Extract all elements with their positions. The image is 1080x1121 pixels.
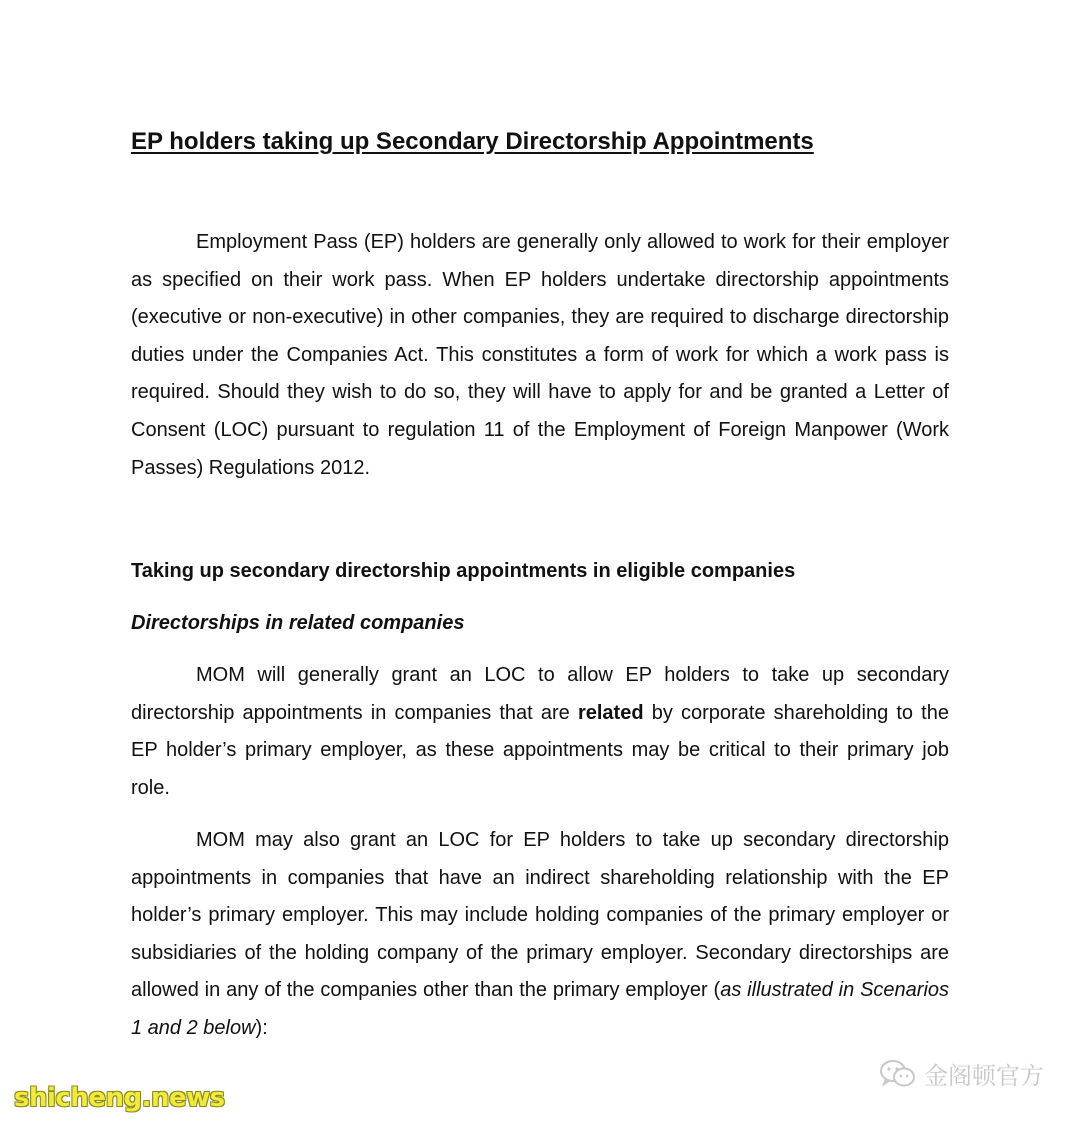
subheading-related-companies: Directorships in related companies — [131, 612, 465, 634]
section-heading: Taking up secondary directorship appointments in eligible companies — [131, 560, 796, 582]
document-title: EP holders taking up Secondary Directorship Appointments — [131, 128, 814, 155]
para3-italic-scenarios: as illustrated in Scenarios 1 and 2 below — [131, 979, 950, 1039]
paragraph-related-companies — [131, 657, 949, 807]
para3-text-start: MOM may also grant an LOC for EP holders to take up secondary directorship appointments in companies that have an indirect shareholding relationship with the EP holder’s primary employer. This may include holding companies of the primary employer or subsidiaries of the holding company of the primary employer. Secondary directorships are allowed in any of the companies other than the primary employer ( — [131, 829, 949, 1002]
paragraph-indirect-shareholding — [131, 822, 949, 1048]
para2-text-end: by corporate shareholding to the EP holder’s primary employer, as these appointments may be critical to their primary job role. — [131, 701, 949, 799]
wechat-watermark — [878, 1056, 1044, 1091]
para3-text-end: ): — [255, 1016, 268, 1039]
para2-text-start: MOM will generally grant an LOC to allow EP holders to take up secondary directorship appointments in companies that are — [131, 664, 949, 724]
site-watermark: shicheng.news — [14, 1083, 225, 1113]
wechat-account-name: 金阁顿官方 — [924, 1062, 1044, 1090]
wechat-icon — [878, 1058, 918, 1090]
intro-paragraph: Employment Pass (EP) holders are generally only allowed to work for their employer as specified on their work pass. When EP holders undertake directorship appointments (executive or non-executive) in other companies, they are required to discharge directorship duties under the Companies Act. This constitutes a form of work for which a work pass is required. Should they wish to do so, they will have to apply for and be granted a Letter of Consent (LOC) pursuant to regulation 11 of the Employment of Foreign Manpower (Work Passes) Regulations 2012. — [131, 231, 949, 479]
para2-bold-related: related — [577, 701, 644, 724]
